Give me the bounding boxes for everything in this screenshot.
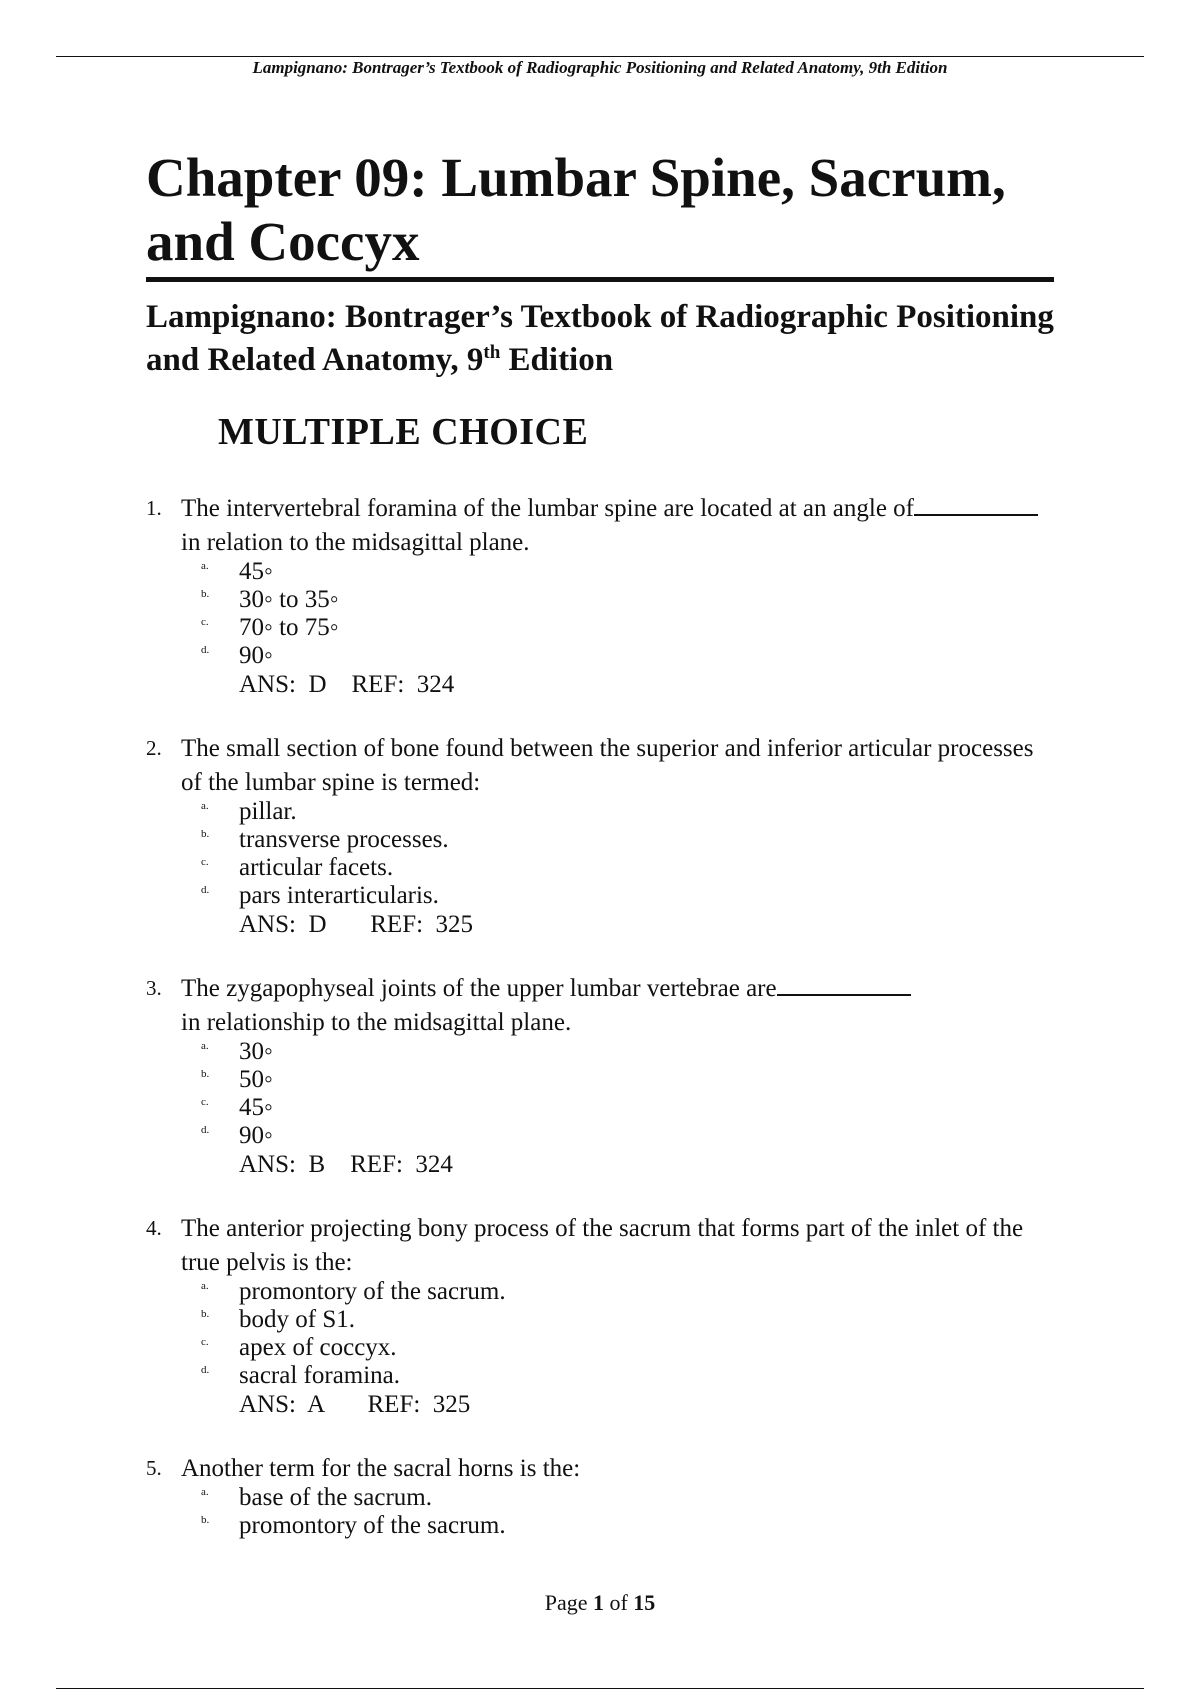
choice-text: 30◦ to 35◦ — [239, 586, 339, 613]
page-current: 1 — [592, 1590, 604, 1615]
choice-letter: b. — [201, 588, 210, 600]
book-title-suffix: Edition — [500, 342, 614, 378]
choice-a — [181, 1038, 1081, 1066]
choice-letter: b. — [201, 1308, 210, 1320]
answer-key: ANS: A REF: 325 — [239, 1391, 471, 1418]
choice-d — [181, 1362, 1081, 1390]
stem-text-continued: in relationship to the midsagittal plane. — [181, 1009, 572, 1036]
choice-a — [181, 798, 1081, 826]
choice-a — [181, 1484, 1081, 1512]
choice-letter: a. — [201, 1280, 209, 1292]
answer-blank — [777, 972, 911, 996]
choice-letter: d. — [201, 1124, 210, 1136]
choice-letter: c. — [201, 1336, 209, 1348]
choice-text: 70◦ to 75◦ — [239, 614, 339, 641]
choice-a — [181, 1278, 1081, 1306]
answer-blank — [914, 492, 1038, 516]
choice-list — [181, 558, 1081, 700]
choice-b — [181, 586, 1081, 614]
page-footer — [0, 1590, 1200, 1616]
choice-c — [181, 1334, 1081, 1362]
choice-text: 45◦ — [239, 1094, 273, 1121]
choice-text: pillar. — [239, 798, 297, 825]
question-stem — [181, 972, 1131, 1040]
choice-list — [181, 1278, 1081, 1420]
choice-letter: a. — [201, 1486, 209, 1498]
choice-c — [181, 854, 1081, 882]
answer-key: ANS: D REF: 324 — [239, 671, 455, 698]
question-stem: The small section of bone found between the superior and inferior articular processes of the lumbar spine is termed: — [181, 735, 1034, 796]
choice-text: promontory of the sacrum. — [239, 1278, 506, 1305]
choice-letter: b. — [201, 828, 210, 840]
choice-letter: b. — [201, 1068, 210, 1080]
stem-text-continued: in relation to the midsagittal plane. — [181, 529, 530, 556]
choice-b — [181, 1306, 1081, 1334]
choice-b — [181, 1512, 1081, 1540]
running-header: Lampignano: Bontrager’s Textbook of Radiographic Positioning and Related Anatomy, 9th Edition — [252, 58, 948, 77]
choice-letter: d. — [201, 1364, 210, 1376]
choice-a — [181, 558, 1081, 586]
book-title-text: Lampignano: Bontrager’s Textbook of Radiographic Positioning and Related Anatomy, 9 — [146, 299, 1054, 378]
choice-d — [181, 1122, 1081, 1150]
choice-text: 90◦ — [239, 642, 273, 669]
choice-c — [181, 1094, 1081, 1122]
page-label: Page — [544, 1590, 593, 1615]
answer-key: ANS: B REF: 324 — [239, 1151, 453, 1178]
choice-letter: d. — [201, 884, 210, 896]
answer-key: ANS: D REF: 325 — [239, 911, 474, 938]
choice-list — [181, 1484, 1081, 1540]
choice-text: base of the sacrum. — [239, 1484, 432, 1511]
stem-text: The zygapophyseal joints of the upper lumbar vertebrae are — [181, 975, 777, 1002]
choice-text: pars interarticularis. — [239, 882, 439, 909]
choice-letter: b. — [201, 1514, 210, 1526]
choice-text: sacral foramina. — [239, 1362, 401, 1389]
title-rule — [146, 277, 1054, 282]
choice-letter: a. — [201, 560, 209, 572]
choice-letter: d. — [201, 644, 210, 656]
choice-text: articular facets. — [239, 854, 394, 881]
question-stem — [181, 492, 1131, 560]
choice-list — [181, 1038, 1081, 1180]
book-title — [146, 296, 1066, 382]
question-number: 2. — [146, 736, 162, 760]
choice-d — [181, 882, 1081, 910]
choice-text: 90◦ — [239, 1122, 273, 1149]
choice-c — [181, 614, 1081, 642]
question-number: 5. — [146, 1456, 162, 1480]
stem-text: The intervertebral foramina of the lumbar spine are located at an angle of — [181, 495, 914, 522]
choice-letter: c. — [201, 616, 209, 628]
section-heading: MULTIPLE CHOICE — [218, 411, 589, 453]
footer-rule — [56, 1688, 1144, 1689]
choice-letter: c. — [201, 856, 209, 868]
header-rule — [56, 56, 1144, 57]
choice-text: body of S1. — [239, 1306, 355, 1333]
choice-text: 30◦ — [239, 1038, 273, 1065]
page-total: 15 — [633, 1590, 656, 1615]
choice-text: 45◦ — [239, 558, 273, 585]
choice-b — [181, 826, 1081, 854]
choice-letter: c. — [201, 1096, 209, 1108]
choice-text: 50◦ — [239, 1066, 273, 1093]
choice-d — [181, 642, 1081, 670]
question-stem: The anterior projecting bony process of the sacrum that forms part of the inlet of the true pelvis is the: — [181, 1215, 1024, 1276]
question-number: 3. — [146, 976, 162, 1000]
chapter-title: Chapter 09: Lumbar Spine, Sacrum, and Coccyx — [146, 147, 1006, 272]
choice-text: apex of coccyx. — [239, 1334, 397, 1361]
question-number: 1. — [146, 496, 162, 520]
choice-text: transverse processes. — [239, 826, 449, 853]
question-stem: Another term for the sacral horns is the: — [181, 1455, 581, 1482]
page-of: of — [603, 1590, 634, 1615]
edition-superscript: th — [483, 342, 501, 363]
question-number: 4. — [146, 1216, 162, 1240]
choice-letter: a. — [201, 1040, 209, 1052]
choice-text: promontory of the sacrum. — [239, 1512, 506, 1539]
choice-letter: a. — [201, 800, 209, 812]
choice-list — [181, 798, 1081, 940]
choice-b — [181, 1066, 1081, 1094]
